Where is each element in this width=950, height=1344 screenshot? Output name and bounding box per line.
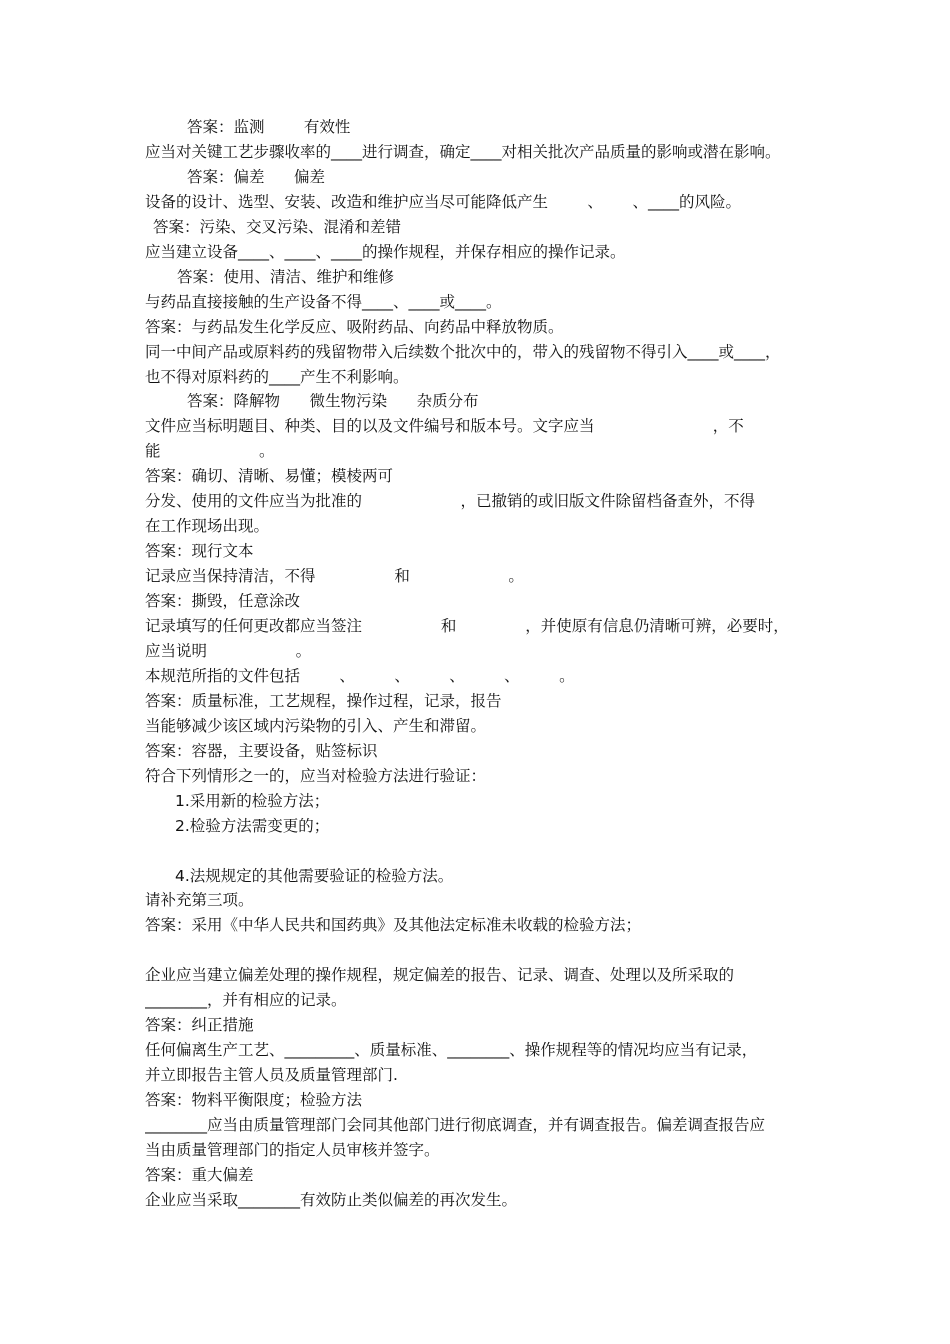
text-line: 答案：质量标准，工艺规程，操作过程，记录，报告 [145,691,502,710]
text-line: 答案：降解物 微生物污染 杂质分布 [187,392,479,411]
text-line: 分发、使用的文件应当为批准的 ，已撤销的或旧版文件除留档备查外，不得 [145,492,756,511]
text-line: 答案：使用、清洁、维护和维修 [177,267,395,286]
text-line: 答案：物料平衡限度；检验方法 [145,1091,363,1110]
text-line: 答案：确切、清晰、易懂；模棱两可 [145,467,394,486]
text-line: 企业应当建立偏差处理的操作规程，规定偏差的报告、记录、调查、处理以及所采取的 [145,966,735,985]
text-line: 与药品直接接触的生产设备不得____、____或____。 [145,292,502,311]
text-line: 当由质量管理部门的指定人员审核并签字。 [145,1140,440,1159]
text-line: 应当建立设备____、____、____的操作规程，并保存相应的操作记录。 [145,242,626,261]
text-line: 请补充第三项。 [145,891,254,910]
text-line: 答案：容器，主要设备，贴签标识 [145,741,378,760]
text-line: 2.检验方法需变更的； [175,816,330,835]
text-line: 答案：污染、交叉污染、混淆和差错 [153,217,402,236]
text-line: 并立即报告主管人员及质量管理部门. [145,1066,398,1085]
text-line: 应当说明 。 [145,641,312,660]
text-line: 答案：重大偏差 [145,1165,254,1184]
text-line: 记录应当保持清洁，不得 和 。 [145,567,524,586]
text-line: 记录填写的任何更改都应当签注 和 ，并使原有信息仍清晰可辨，必要时， [145,617,789,635]
text-line: ________应当由质量管理部门会同其他部门进行彻底调查，并有调查报告。偏差调查报告应 [145,1116,766,1134]
text-line: 答案：与药品发生化学反应、吸附药品、向药品中释放物质。 [145,317,564,336]
text-line: 答案：撕毁，任意涂改 [145,592,301,611]
text-line: 1.采用新的检验方法； [175,791,330,810]
text-line: 答案：偏差 偏差 [187,167,326,186]
text-line: 同一中间产品或原料药的残留物带入后续数个批次中的，带入的残留物不得引入____或____， [145,342,781,361]
text-line: 答案：采用《中华人民共和国药典》及其他法定标准未收载的检验方法； [145,916,642,935]
text-line: 能 。 [145,442,275,461]
text-line: 答案：纠正措施 [145,1016,254,1035]
text-line: 本规范所指的文件包括 、 、 、 、 。 [145,666,575,685]
text-line: 也不得对原料药的____产生不利影响。 [145,367,409,386]
text-line: 应当对关键工艺步骤收率的____进行调查，确定____对相关批次产品质量的影响或潜在影响。 [145,142,781,161]
text-line: ________，并有相应的记录。 [145,991,347,1010]
text-line: 符合下列情形之一的，应当对检验方法进行验证： [145,766,487,785]
text-line: 设备的设计、选型、安装、改造和维护应当尽可能降低产生 、 、____的风险。 [145,192,741,211]
text-line: 4.法规规定的其他需要验证的检验方法。 [175,866,454,885]
text-line: 任何偏离生产工艺、_________、质量标准、________、操作规程等的情况均应当有记录， [145,1041,758,1060]
text-line: 在工作现场出现。 [145,517,270,536]
text-line: 文件应当标明题目、种类、目的以及文件编号和版本号。文字应当 ，不 [145,417,744,436]
text-line: 答案：现行文本 [145,542,254,561]
text-line: 当能够减少该区域内污染物的引入、产生和滞留。 [145,716,487,735]
text-line: 企业应当采取________有效防止类似偏差的再次发生。 [145,1190,518,1209]
text-line: 答案：监测 有效性 [187,118,351,136]
